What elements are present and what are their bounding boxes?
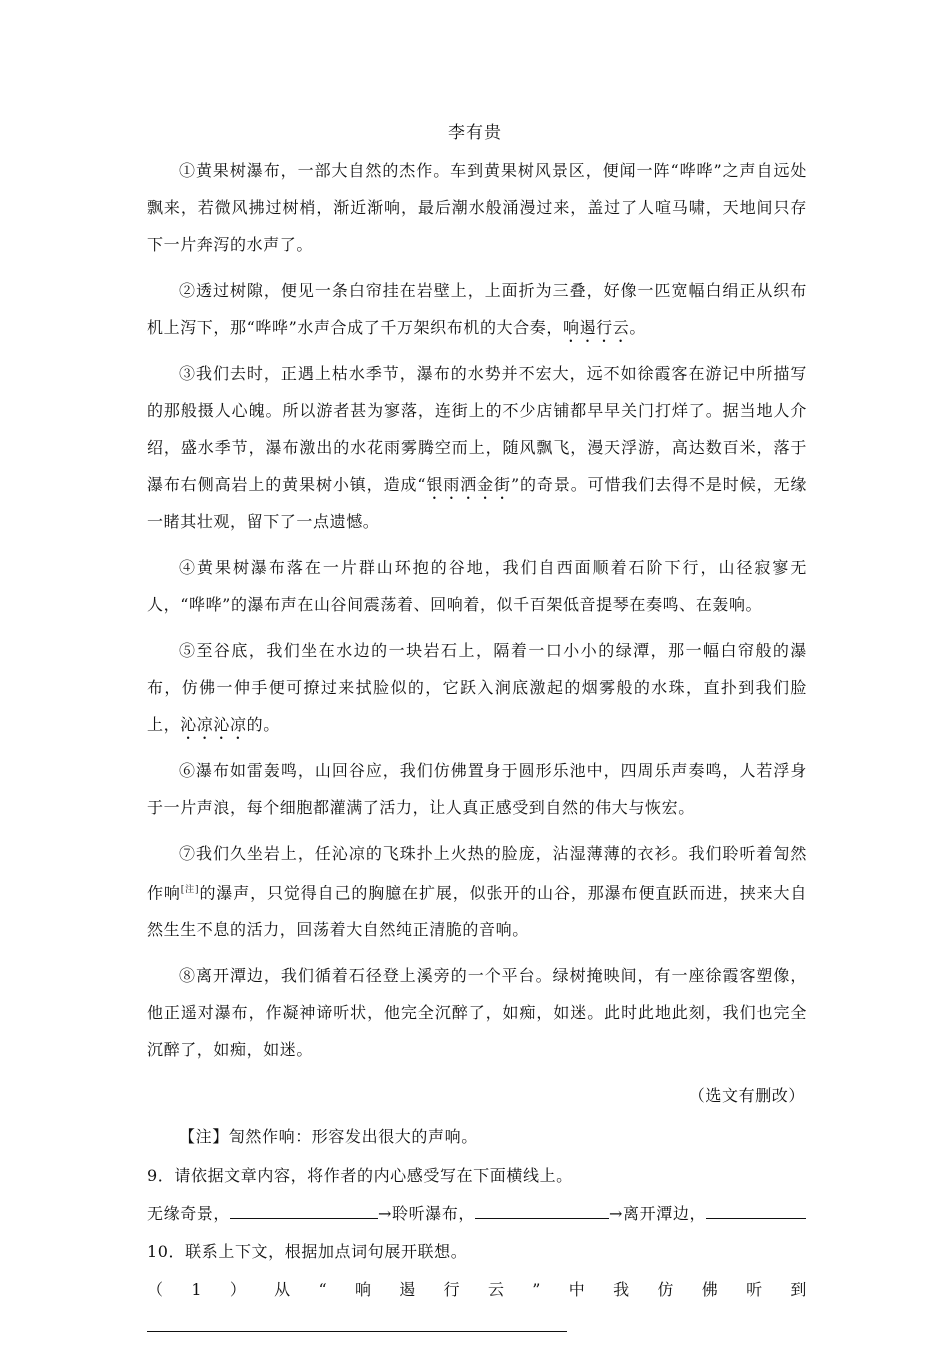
paragraph-3-end: ”的奇景。可惜我们去得不是时候，无缘一睹其壮观，留下了一点遗憾。: [147, 475, 807, 531]
answer-blank-3[interactable]: [706, 1202, 806, 1219]
question-10: 10．联系上下文，根据加点词句展开联想。: [147, 1242, 468, 1262]
paragraph-5: [147, 632, 807, 743]
paragraph-3: [147, 355, 807, 540]
paragraph-2-text: ②透过树隙，便见一条白帘挂在岩壁上，上面折为三叠，好像一匹宽幅白绢正从织布机上泻下，那“哗哗”水声合成了千万架织布机的大合奏，: [147, 281, 807, 337]
author-name: 李有贵: [448, 123, 502, 143]
paragraph-5-end: 的。: [246, 715, 280, 734]
q9-segment-3: →离开潭边，: [609, 1204, 707, 1224]
paragraph-1: ①黄果树瀑布，一部大自然的杰作。车到黄果树风景区，便闻一阵“哗哗”之声自远处飘来，若微风拂过树梢，渐近渐响，最后潮水般涌漫过来，盖过了人喧马啸，天地间只存下一片奔泻的水声了。: [147, 161, 807, 254]
article-body: [147, 152, 807, 1346]
paragraph-4: ④黄果树瀑布落在一片群山环抱的谷地，我们自西面顺着石阶下行，山径寂寥无人，“哗哗”的瀑布声在山谷间震荡着、回响着，似千百架低音提琴在奏鸣、在轰响。: [147, 558, 807, 614]
paragraph-6: ⑥瀑布如雷轰鸣，山回谷应，我们仿佛置身于圆形乐池中，四周乐声奏鸣，人若浮身于一片声浪，每个细胞都灌满了活力，让人真正感受到自然的伟大与恢宏。: [147, 761, 807, 817]
paragraph-2-end: 。: [629, 318, 646, 337]
q9-segment-1: 无缘奇景，: [147, 1204, 231, 1224]
question-9: 9．请依据文章内容，将作者的内心感受写在下面横线上。: [147, 1166, 573, 1186]
footnote: 【注】訇然作响：形容发出很大的声响。: [179, 1127, 478, 1147]
paragraph-7-text: ⑦我们久坐岩上，任沁凉的飞珠扑上火热的脸庞，沾湿薄薄的衣衫。我们聆听着訇然作响: [147, 844, 807, 903]
q9-segment-2: →聆听瀑布，: [378, 1204, 476, 1224]
paragraph-5-text: ⑤至谷底，我们坐在水边的一块岩石上，隔着一口小小的绿潭，那一幅白帘般的瀑布，仿佛一伸手便可撩过来拭脸似的，它跃入涧底激起的烟雾般的水珠，直扑到我们脸上，: [147, 641, 807, 734]
paragraph-3-text: ③我们去时，正遇上枯水季节，瀑布的水势并不宏大，远不如徐霞客在游记中所描写的那般摄人心魄。所以游者甚为寥落，连街上的不少店铺都早早关门打烊了。据当地人介绍，盛水季节，瀑布激出的水花雨雾腾空而上，随风飘飞，漫天浮游，高达数百米，落于瀑布右侧高岩上的黄果树小镇，造成“: [147, 364, 807, 494]
paragraph-8: ⑧离开潭边，我们循着石径登上溪旁的一个平台。绿树掩映间，有一座徐霞客塑像，他正遥对瀑布，作凝神谛听状，他完全沉醉了，如痴，如迷。此时此地此刻，我们也完全沉醉了，如痴，如迷。: [147, 966, 807, 1060]
note-marker: [注]: [180, 885, 200, 895]
paragraph-7-end: 的瀑声，只觉得自己的胸臆在扩展，似张开的山谷，那瀑布便直跃而进，挟来大自然生生不息的活力，回荡着大自然纯正清脆的音响。: [147, 883, 807, 940]
question-9-blanks: [147, 1195, 807, 1232]
dotted-phrase-yinyusajinjie: 银雨洒金街: [426, 475, 511, 494]
paragraph-2: [147, 272, 807, 346]
answer-blank-2[interactable]: [475, 1202, 609, 1219]
source-note: （选文有删改）: [688, 1086, 805, 1106]
answer-blank-4[interactable]: [147, 1315, 567, 1332]
answer-blank-1[interactable]: [230, 1202, 378, 1219]
paragraph-7: [147, 835, 807, 948]
dotted-phrase-xiangexingyun: 响遏行云: [562, 318, 630, 337]
q10-1-prompt: （1）从“响遏行云”中我仿佛听到: [147, 1280, 807, 1300]
question-10-1: [147, 1271, 807, 1345]
dotted-phrase-qinliang: 沁凉沁凉: [180, 715, 247, 734]
